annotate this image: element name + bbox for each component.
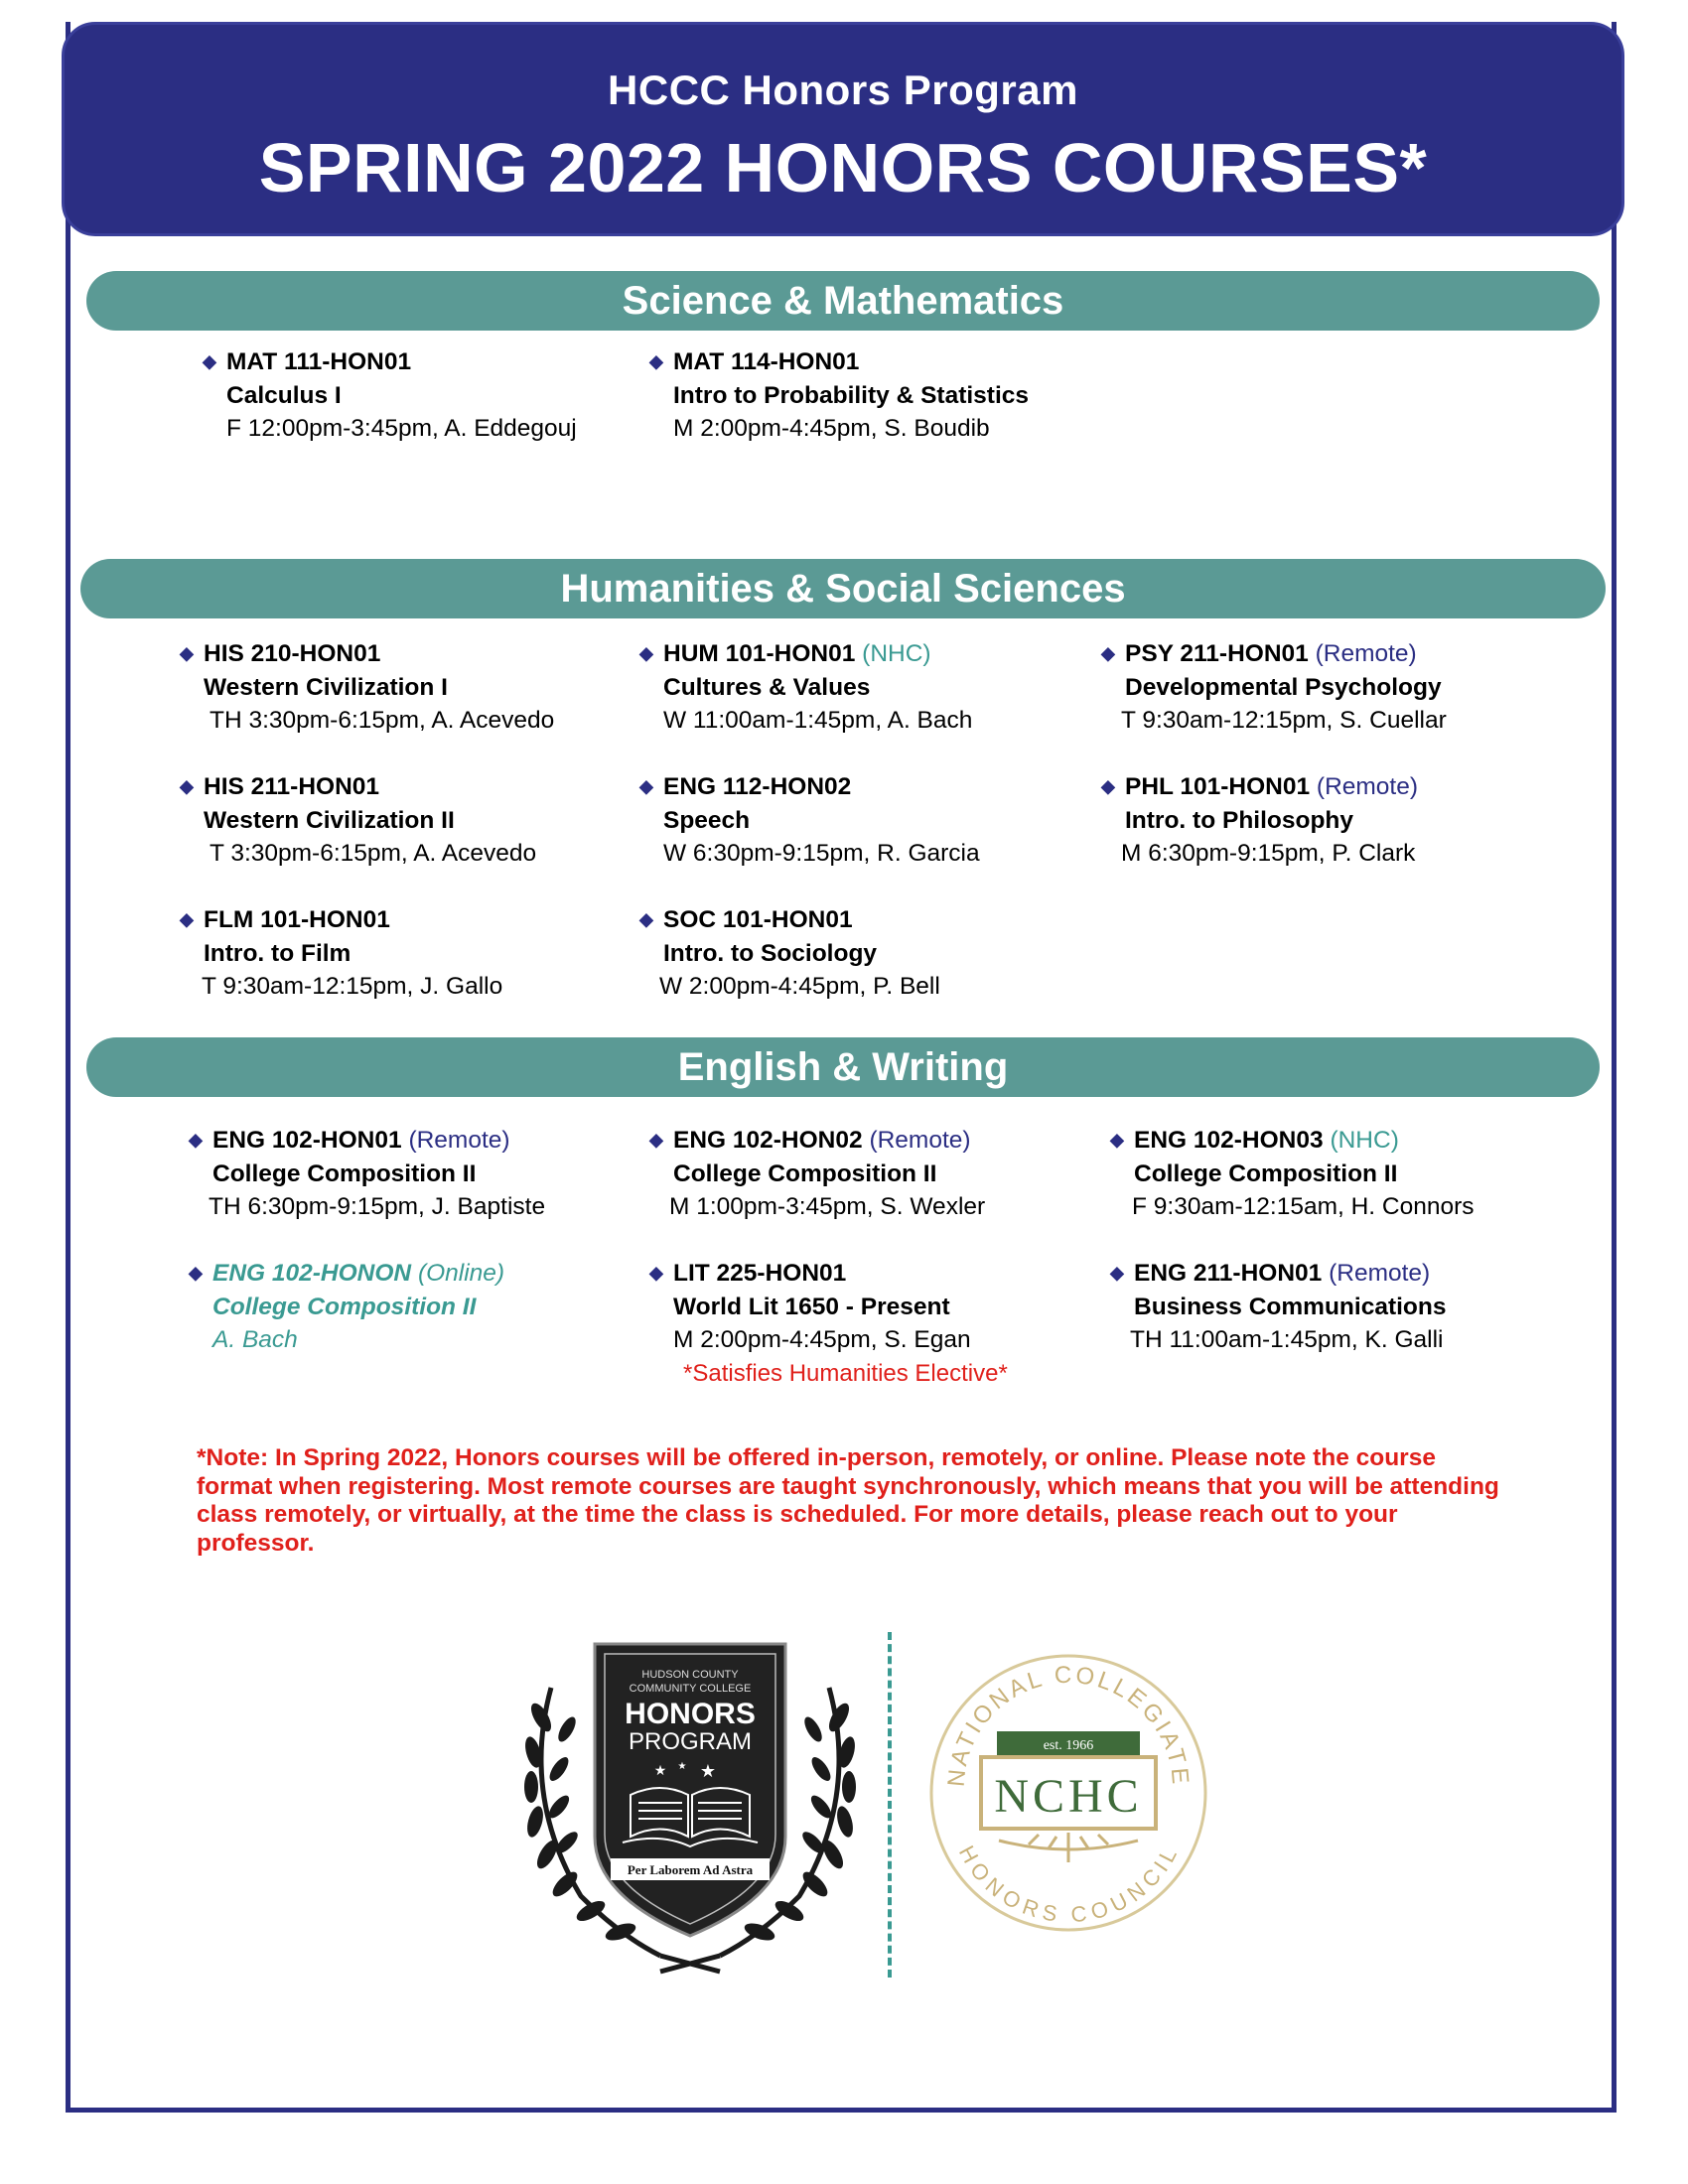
course-item: ◆ SOC 101-HON01 Intro. to Sociology W 2:00pm-4:45pm, P. Bell <box>663 903 940 1004</box>
format-tag: (NHC) <box>862 640 931 667</box>
format-tag: (Remote) <box>1329 1260 1431 1287</box>
diamond-bullet-icon: ◆ <box>1101 776 1115 796</box>
section-header-humanities: Humanities & Social Sciences <box>80 559 1606 618</box>
format-tag: (Remote) <box>1315 640 1417 667</box>
course-item: ◆ ENG 102-HON02 (Remote) College Composition II M 1:00pm-3:45pm, S. Wexler <box>673 1124 985 1224</box>
course-item: ◆ HIS 211-HON01 Western Civilization II T 3:30pm-6:15pm, A. Acevedo <box>204 770 536 871</box>
course-item: ◆ HIS 210-HON01 Western Civilization I TH 3:30pm-6:15pm, A. Acevedo <box>204 637 554 738</box>
diamond-bullet-icon: ◆ <box>649 351 663 371</box>
course-item: ◆ LIT 225-HON01 World Lit 1650 - Present M 2:00pm-4:45pm, S. Egan *Satisfies Humanities Elective* <box>673 1257 1008 1390</box>
hccc-honors-logo <box>511 1638 869 1976</box>
shield-crest <box>595 1644 785 1936</box>
course-item: ◆ MAT 114-HON01 Intro to Probability & Statistics M 2:00pm-4:45pm, S. Boudib <box>673 345 1029 446</box>
course-item: ◆ PHL 101-HON01 (Remote) Intro. to Philosophy M 6:30pm-9:15pm, P. Clark <box>1125 770 1418 871</box>
logo-divider <box>888 1632 892 1978</box>
diamond-bullet-icon: ◆ <box>189 1263 203 1283</box>
format-tag: (Remote) <box>1316 773 1419 800</box>
course-item: ◆ PSY 211-HON01 (Remote) Developmental Psychology T 9:30am-12:15pm, S. Cuellar <box>1125 637 1447 738</box>
section-header-english: English & Writing <box>86 1037 1600 1097</box>
svg-text:est. 1966: est. 1966 <box>1043 1738 1094 1753</box>
diamond-bullet-icon: ◆ <box>639 909 653 929</box>
diamond-bullet-icon: ◆ <box>639 776 653 796</box>
course-item: ◆ FLM 101-HON01 Intro. to Film T 9:30am-12:15pm, J. Gallo <box>204 903 502 1004</box>
diamond-bullet-icon: ◆ <box>203 351 216 371</box>
diamond-bullet-icon: ◆ <box>1110 1130 1124 1150</box>
svg-text:NCHC: NCHC <box>994 1770 1143 1823</box>
course-item: ◆ HUM 101-HON01 (NHC) Cultures & Values W 11:00am-1:45pm, A. Bach <box>663 637 972 738</box>
course-item: ◆ MAT 111-HON01 Calculus I F 12:00pm-3:45pm, A. Eddegouj <box>226 345 577 446</box>
course-item: ◆ ENG 112-HON02 Speech W 6:30pm-9:15pm, R. Garcia <box>663 770 980 871</box>
svg-text:HUDSON COUNTY: HUDSON COUNTY <box>641 1669 739 1681</box>
svg-text:★: ★ <box>699 1761 717 1781</box>
svg-text:★: ★ <box>677 1761 687 1772</box>
course-item: ◆ ENG 211-HON01 (Remote) Business Communications TH 11:00am-1:45pm, K. Galli <box>1134 1257 1446 1357</box>
svg-text:★: ★ <box>653 1762 667 1778</box>
diamond-bullet-icon: ◆ <box>180 776 194 796</box>
course-item: ◆ ENG 102-HONON (Online) College Composition II A. Bach <box>212 1257 504 1357</box>
course-item: ◆ ENG 102-HON01 (Remote) College Composition II TH 6:30pm-9:15pm, J. Baptiste <box>212 1124 545 1224</box>
diamond-bullet-icon: ◆ <box>649 1263 663 1283</box>
laurel-wreath-icon <box>999 1833 1138 1862</box>
course-item: ◆ ENG 102-HON03 (NHC) College Composition II F 9:30am-12:15am, H. Connors <box>1134 1124 1475 1224</box>
section-header-science: Science & Mathematics <box>86 271 1600 331</box>
elective-note: *Satisfies Humanities Elective* <box>683 1359 1008 1387</box>
diamond-bullet-icon: ◆ <box>189 1130 203 1150</box>
diamond-bullet-icon: ◆ <box>639 643 653 663</box>
diamond-bullet-icon: ◆ <box>1110 1263 1124 1283</box>
svg-text:HONORS COUNCIL: HONORS COUNCIL <box>953 1841 1184 1928</box>
header-banner <box>62 22 1624 236</box>
diamond-bullet-icon: ◆ <box>1101 643 1115 663</box>
format-tag: (Online) <box>417 1260 505 1287</box>
diamond-bullet-icon: ◆ <box>180 909 194 929</box>
format-tag: (Remote) <box>869 1127 971 1154</box>
nchc-logo <box>919 1628 1217 1946</box>
svg-text:Per Laborem Ad Astra: Per Laborem Ad Astra <box>627 1862 754 1877</box>
diamond-bullet-icon: ◆ <box>180 643 194 663</box>
format-note: *Note: In Spring 2022, Honors courses will be offered in-person, remotely, or online. Please note the course format when registering. Most remote courses are taught synchronously, which means that you will be attending class remotely, or virtually, at the time the class is scheduled. For more details, please reach out to your professor. <box>197 1444 1499 1557</box>
svg-text:COMMUNITY COLLEGE: COMMUNITY COLLEGE <box>629 1683 752 1695</box>
page-title: SPRING 2022 HONORS COURSES* <box>258 129 1428 206</box>
program-name: HCCC Honors Program <box>608 67 1078 113</box>
svg-text:NATIONAL COLLEGIATE: NATIONAL COLLEGIATE <box>942 1661 1195 1788</box>
svg-text:HONORS: HONORS <box>625 1698 756 1730</box>
format-tag: (NHC) <box>1330 1127 1399 1154</box>
diamond-bullet-icon: ◆ <box>649 1130 663 1150</box>
svg-text:PROGRAM: PROGRAM <box>628 1728 753 1755</box>
format-tag: (Remote) <box>408 1127 510 1154</box>
